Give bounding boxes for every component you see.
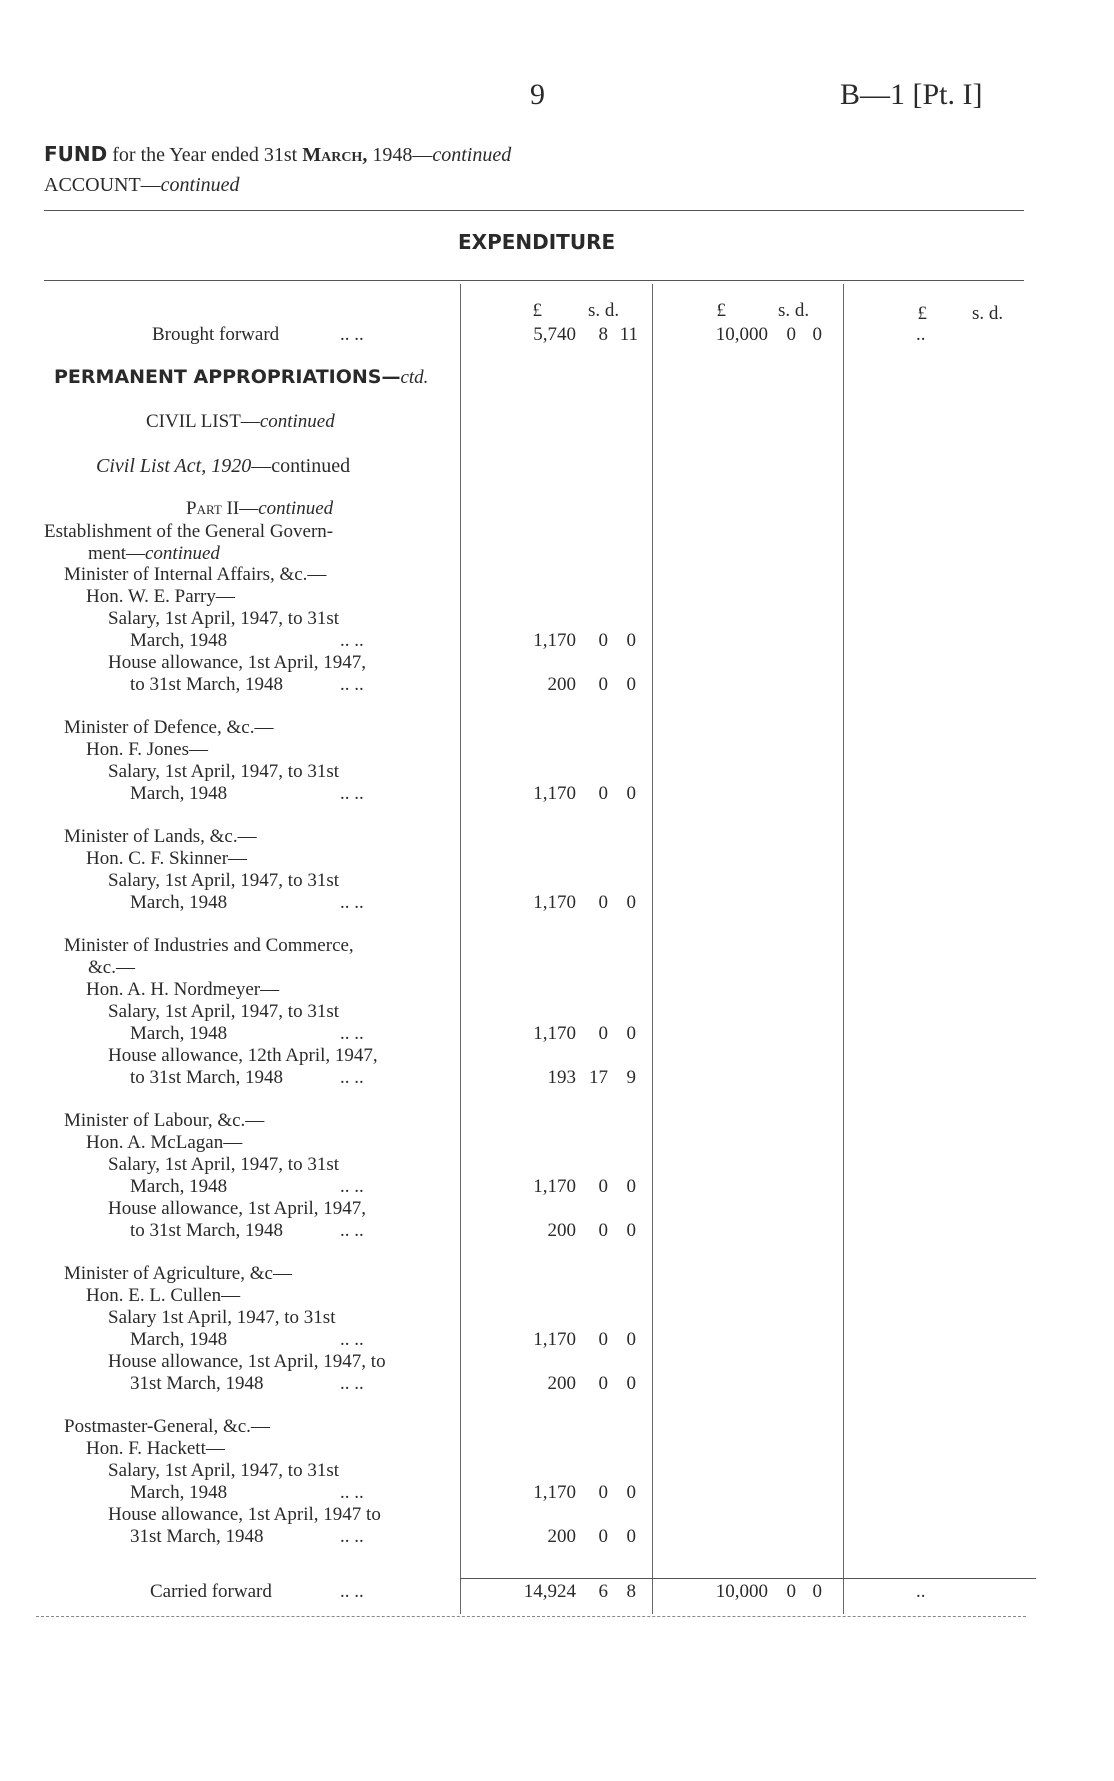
- entry-text: March, 1948: [130, 783, 228, 804]
- entry-amount-pence: 0: [626, 1176, 636, 1197]
- carried-forward-col2-shillings: 0: [786, 1581, 796, 1602]
- civil-list-heading: [146, 411, 335, 433]
- establishment-title: ment—: [88, 543, 145, 564]
- entry-amount-pounds: 1,170: [533, 783, 576, 804]
- carried-forward-col1-shillings: 6: [598, 1581, 608, 1602]
- entry-amount-pounds: 200: [547, 674, 576, 695]
- entry-amount-pence: 0: [626, 1526, 636, 1547]
- entry-text: Salary, 1st April, 1947, to 31st: [108, 870, 339, 891]
- entry-text: 31st March, 1948: [130, 1373, 264, 1394]
- entry-text: Salary 1st April, 1947, to 31st: [108, 1307, 336, 1328]
- entry-amount-shillings: 0: [598, 630, 608, 651]
- fund-month: March,: [302, 144, 368, 166]
- entry-amount-shillings: 0: [598, 1176, 608, 1197]
- account-heading: [44, 174, 240, 197]
- part-continued: continued: [258, 498, 334, 519]
- brought-forward-col2-pounds: 10,000: [715, 324, 768, 345]
- entry-amount-pounds: 200: [547, 1373, 576, 1394]
- entry-text: Minister of Defence, &c.—: [64, 717, 274, 738]
- entry-leader-dots: .. ..: [340, 783, 364, 804]
- entry-text: 31st March, 1948: [130, 1526, 264, 1547]
- entry-amount-pence: 0: [626, 630, 636, 651]
- entry-amount-pounds: 200: [547, 1526, 576, 1547]
- carried-forward-col2-pence: 0: [812, 1581, 822, 1602]
- entry-leader-dots: .. ..: [340, 1220, 364, 1241]
- entry-leader-dots: .. ..: [340, 892, 364, 913]
- entry-text: Hon. E. L. Cullen—: [86, 1285, 241, 1306]
- entry-amount-pence: 0: [626, 1482, 636, 1503]
- act-heading: [96, 455, 350, 478]
- entry-amount-shillings: 0: [598, 892, 608, 913]
- entry-text: Minister of Agriculture, &c—: [64, 1263, 292, 1284]
- document-reference: B—1 [Pt. I]: [840, 78, 983, 111]
- entry-amount-shillings: 0: [598, 1482, 608, 1503]
- entry-amount-pence: 0: [626, 1220, 636, 1241]
- carried-forward-col3: ..: [916, 1581, 926, 1602]
- entry-text: Salary, 1st April, 1947, to 31st: [108, 1154, 339, 1175]
- entry-leader-dots: .. ..: [340, 630, 364, 651]
- col3-sd-header: s. d.: [972, 303, 1004, 324]
- act-continued: —continued: [251, 455, 351, 477]
- permanent-appropriations-ctd: ctd.: [400, 367, 429, 388]
- entry-text: Minister of Labour, &c.—: [64, 1110, 265, 1131]
- entry-text: House allowance, 1st April, 1947, to: [108, 1351, 386, 1372]
- entry-leader-dots: .. ..: [340, 1329, 364, 1350]
- entry-amount-pence: 0: [626, 783, 636, 804]
- entry-text: to 31st March, 1948: [130, 1067, 284, 1088]
- entry-text: Salary, 1st April, 1947, to 31st: [108, 761, 339, 782]
- establishment-line-2: [88, 543, 220, 565]
- entry-amount-pounds: 1,170: [533, 1329, 576, 1350]
- entry-amount-shillings: 0: [598, 1526, 608, 1547]
- entry-text: Salary, 1st April, 1947, to 31st: [108, 608, 339, 629]
- entry-leader-dots: .. ..: [340, 1067, 364, 1088]
- carried-forward-col2-pounds: 10,000: [715, 1581, 768, 1602]
- carried-forward-col1-pounds: 14,924: [523, 1581, 576, 1602]
- entry-amount-pounds: 1,170: [533, 892, 576, 913]
- entry-amount-shillings: 0: [598, 1329, 608, 1350]
- col2-pound-header: £: [716, 300, 726, 321]
- entry-text: March, 1948: [130, 630, 228, 651]
- col2-sd-header: s. d.: [778, 300, 810, 321]
- fund-label: FUND: [44, 142, 108, 166]
- entry-leader-dots: .. ..: [340, 1023, 364, 1044]
- entry-leader-dots: .. ..: [340, 1373, 364, 1394]
- entry-leader-dots: .. ..: [340, 1176, 364, 1197]
- entry-amount-shillings: 0: [598, 1220, 608, 1241]
- brought-forward-col2-shillings: 0: [786, 324, 796, 345]
- entry-amount-pounds: 200: [547, 1220, 576, 1241]
- brought-forward-col3: ..: [916, 324, 926, 345]
- entry-text: Minister of Lands, &c.—: [64, 826, 257, 847]
- entry-text: Hon. A. H. Nordmeyer—: [86, 979, 280, 1000]
- entry-text: House allowance, 1st April, 1947,: [108, 652, 367, 673]
- entry-text: Hon. F. Jones—: [86, 739, 208, 760]
- entry-leader-dots: .. ..: [340, 674, 364, 695]
- permanent-appropriations-title: PERMANENT APPROPRIATIONS—: [54, 366, 401, 388]
- entry-amount-pence: 0: [626, 674, 636, 695]
- civil-list-continued: continued: [259, 411, 335, 432]
- carried-forward-rule: [460, 1578, 1036, 1579]
- brought-forward-col1-pence: 11: [619, 324, 638, 345]
- entry-text: House allowance, 12th April, 1947,: [108, 1045, 378, 1066]
- brought-forward-col1-pounds: 5,740: [533, 324, 576, 345]
- entry-text: to 31st March, 1948: [130, 674, 284, 695]
- establishment-line-1: Establishment of the General Govern-: [44, 521, 334, 542]
- civil-list-title: CIVIL LIST—: [146, 411, 260, 432]
- column-rule-1: [460, 284, 461, 1614]
- permanent-appropriations-heading: [54, 366, 428, 389]
- act-title: Civil List Act, 1920: [96, 455, 252, 477]
- entry-amount-shillings: 17: [589, 1067, 608, 1088]
- entry-leader-dots: .. ..: [340, 1482, 364, 1503]
- entry-text: Hon. F. Hackett—: [86, 1438, 225, 1459]
- entry-text: Hon. W. E. Parry—: [86, 586, 235, 607]
- account-label: ACCOUNT—: [44, 174, 161, 196]
- entry-amount-pence: 9: [626, 1067, 636, 1088]
- carried-forward-col1-pence: 8: [626, 1581, 636, 1602]
- brought-forward-col2-pence: 0: [812, 324, 822, 345]
- column-rule-2: [652, 284, 653, 1614]
- entry-text: to 31st March, 1948: [130, 1220, 284, 1241]
- entry-amount-pence: 0: [626, 1023, 636, 1044]
- part-title: Part II—: [186, 498, 259, 519]
- entry-text: Postmaster-General, &c.—: [64, 1416, 270, 1437]
- brought-forward-label: Brought forward: [152, 324, 280, 345]
- fund-heading: [44, 142, 511, 167]
- carried-forward-dots: .. ..: [340, 1581, 364, 1602]
- entry-leader-dots: .. ..: [340, 1526, 364, 1547]
- entry-amount-pounds: 1,170: [533, 1482, 576, 1503]
- fund-year: 1948—: [372, 144, 433, 166]
- table-top-rule: [44, 280, 1024, 281]
- account-continued: continued: [160, 174, 240, 196]
- entry-text: March, 1948: [130, 1023, 228, 1044]
- entry-amount-pence: 0: [626, 892, 636, 913]
- brought-forward-col1-shillings: 8: [598, 324, 608, 345]
- fund-text: for the Year ended 31st: [112, 144, 298, 166]
- column-rule-3: [843, 284, 844, 1614]
- entry-amount-shillings: 0: [598, 1373, 608, 1394]
- entry-amount-pounds: 193: [547, 1067, 576, 1088]
- entry-amount-pounds: 1,170: [533, 1023, 576, 1044]
- entry-amount-pence: 0: [626, 1373, 636, 1394]
- entry-text: House allowance, 1st April, 1947 to: [108, 1504, 381, 1525]
- establishment-continued: continued: [145, 543, 220, 564]
- entry-text: Salary, 1st April, 1947, to 31st: [108, 1460, 339, 1481]
- entry-text: March, 1948: [130, 1329, 228, 1350]
- footer-rule: [36, 1616, 1026, 1617]
- col1-pound-header: £: [532, 300, 542, 321]
- entry-amount-pounds: 1,170: [533, 1176, 576, 1197]
- entry-amount-shillings: 0: [598, 1023, 608, 1044]
- col1-sd-header: s. d.: [588, 300, 620, 321]
- entry-text: March, 1948: [130, 1482, 228, 1503]
- col3-pound-header: £: [917, 303, 927, 324]
- entry-amount-pence: 0: [626, 1329, 636, 1350]
- entry-text: Minister of Internal Affairs, &c.—: [64, 564, 327, 585]
- entry-text: Salary, 1st April, 1947, to 31st: [108, 1001, 339, 1022]
- page-number: 9: [530, 78, 545, 111]
- entry-amount-shillings: 0: [598, 783, 608, 804]
- header-rule: [44, 210, 1024, 211]
- entry-text: Hon. A. McLagan—: [86, 1132, 243, 1153]
- entry-text: House allowance, 1st April, 1947,: [108, 1198, 367, 1219]
- brought-forward-dots: .. ..: [340, 324, 364, 345]
- fund-continued: continued: [432, 144, 512, 166]
- entry-text: Minister of Industries and Commerce,: [64, 935, 354, 956]
- entry-amount-shillings: 0: [598, 674, 608, 695]
- entry-text: March, 1948: [130, 892, 228, 913]
- section-title: EXPENDITURE: [458, 230, 616, 254]
- entry-text: March, 1948: [130, 1176, 228, 1197]
- part-heading: [186, 498, 333, 520]
- entry-amount-pounds: 1,170: [533, 630, 576, 651]
- entry-text: &c.—: [88, 957, 135, 978]
- carried-forward-label: Carried forward: [150, 1581, 272, 1602]
- entry-text: Hon. C. F. Skinner—: [86, 848, 248, 869]
